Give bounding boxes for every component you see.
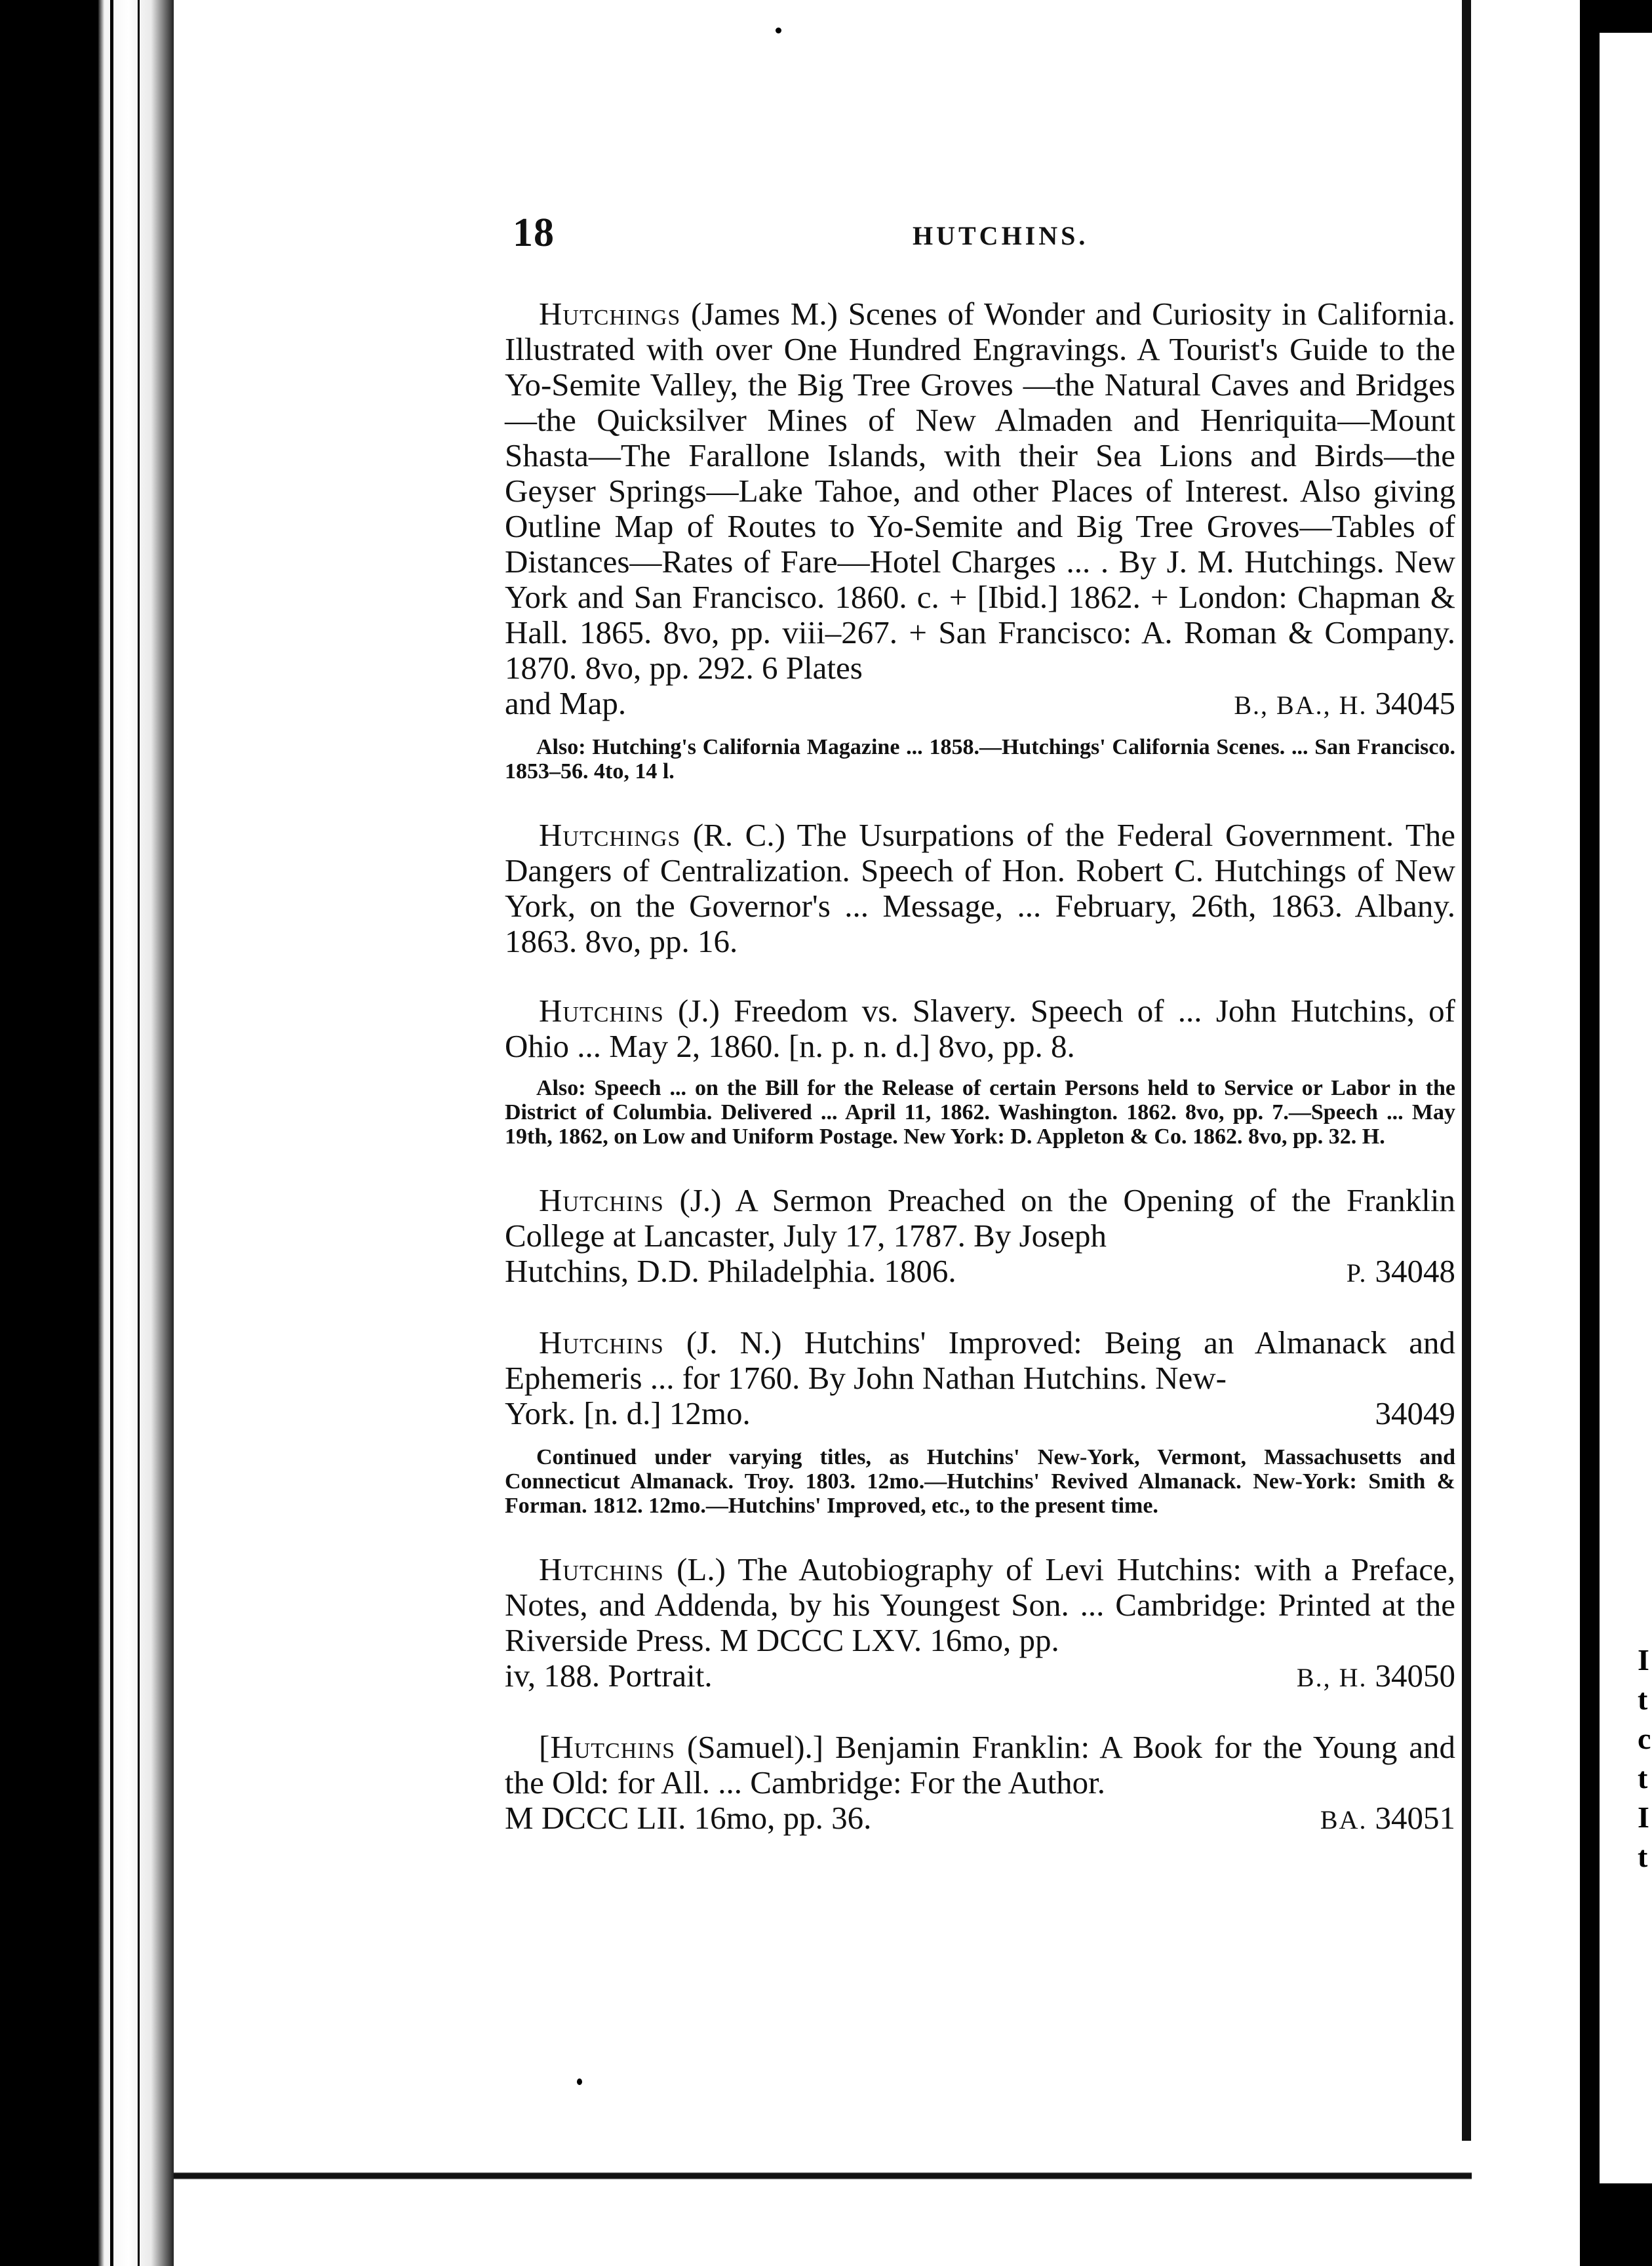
- entry-reference-line: [505, 1800, 1455, 1838]
- gutter-rule: [138, 0, 140, 2266]
- bibliography-entry: [505, 1552, 1455, 1696]
- bibliography-entry: [505, 993, 1455, 1149]
- entry-author: [Hutchins: [539, 1729, 676, 1765]
- facing-page-glyph: t: [1638, 1761, 1648, 1795]
- bibliography-entry: [505, 1730, 1455, 1838]
- entry-body: [505, 296, 1455, 686]
- entry-reference: [1347, 1254, 1455, 1291]
- running-head: HUTCHINS.: [913, 221, 1089, 250]
- entry-author: Hutchins: [539, 1551, 664, 1587]
- entry-tail: and Map.: [505, 685, 627, 721]
- facing-page-glyph: t: [1638, 1682, 1648, 1716]
- book-gutter: [98, 0, 174, 2266]
- entry-reference: [1375, 1396, 1456, 1433]
- bibliography-entry: [505, 818, 1455, 959]
- page-header: [513, 210, 1457, 256]
- sabin-number: 34045: [1375, 685, 1455, 721]
- bibliography-entry: [505, 1325, 1455, 1518]
- entry-description: (L.) The Autobiography of Levi Hutchins: with a Preface, Notes, and Addenda, by his Youngest Son. ... Cambridge: Printed at the Riverside Press. M DCCC LXV. 16mo, pp.: [505, 1551, 1455, 1658]
- entry-body: [505, 1325, 1455, 1396]
- sabin-number: 34048: [1375, 1253, 1455, 1289]
- scan-speck: [577, 2078, 582, 2085]
- entry-note: Also: Hutching's California Magazine ... 1858.—Hutchings' California Scenes. ... San Francisco. 1853–56. 4to, 14 l.: [505, 735, 1455, 784]
- facing-page-edge: [1600, 0, 1652, 2266]
- facing-page-glyph: t: [1638, 1840, 1648, 1873]
- entry-body: [505, 818, 1455, 959]
- entry-author: Hutchings: [539, 296, 681, 332]
- sabin-number: 34050: [1375, 1658, 1455, 1694]
- entry-tail: York. [n. d.] 12mo.: [505, 1395, 751, 1431]
- entry-description: (R. C.) The Usurpations of the Federal Government. The Dangers of Centralization. Speech of Hon. Robert C. Hutchings of New York, on the Governor's ... Message, ... February, 26th, 1863. Albany. 1863. 8vo, pp. 16.: [505, 817, 1455, 959]
- entry-note: Continued under varying titles, as Hutchins' New-York, Vermont, Massachusetts and Connecticut Almanack. Troy. 1803. 12mo.—Hutchins' Revived Almanack. New-York: Smith & Forman. 1812. 12mo.—Hutchins' Improved, etc., to the present time.: [505, 1445, 1455, 1518]
- library-codes: BA.: [1320, 1805, 1367, 1835]
- entry-reference: [1234, 686, 1455, 723]
- entry-author: Hutchins: [539, 1324, 664, 1361]
- entry-body: [505, 1183, 1455, 1254]
- entry-tail: M DCCC LII. 16mo, pp. 36.: [505, 1800, 872, 1836]
- bibliography-entries: [505, 296, 1455, 1872]
- entry-reference-line: [505, 686, 1455, 723]
- facing-page-glyph: I: [1638, 1643, 1649, 1677]
- entry-body: [505, 1730, 1455, 1800]
- entry-description: (Samuel).] Benjamin Franklin: A Book for the Young and the Old: for All. ... Cambridge: For the Author.: [505, 1729, 1455, 1800]
- entry-description: (J.) Freedom vs. Slavery. Speech of ... John Hutchins, of Ohio ... May 2, 1860. [n. p. n. d.] 8vo, pp. 8.: [505, 993, 1455, 1064]
- entry-reference: [1320, 1800, 1455, 1838]
- page-edge-bottom: [174, 2141, 1472, 2266]
- entry-note: Also: Speech ... on the Bill for the Release of certain Persons held to Service or Labor in the District of Columbia. Delivered ... April 11, 1862. Washington. 1862. 8vo, pp. 7.—Speech ... May 19th, 1862, on Low and Uniform Postage. New York: D. Appleton & Co. 1862. 8vo, pp. 32. H.: [505, 1076, 1455, 1149]
- entry-description: (J.) A Sermon Preached on the Opening of the Franklin College at Lancaster, July 17, 1787. By Joseph: [505, 1182, 1455, 1254]
- scan-speck: [89, 1483, 95, 1491]
- sabin-number: 34049: [1375, 1395, 1455, 1431]
- bibliography-entry: [505, 1183, 1455, 1291]
- entry-body: [505, 1552, 1455, 1658]
- entry-tail: iv, 188. Portrait.: [505, 1658, 713, 1694]
- entry-description: (James M.) Scenes of Wonder and Curiosity in California. Illustrated with over One Hundred Engravings. A Tourist's Guide to the Yo-Semite Valley, the Big Tree Groves —the Natural Caves and Bridges—the Quicksilver Mines of New Almaden and Henriquita—Mount Shasta—The Farallone Islands, with their Sea Lions and Birds—the Geyser Springs—Lake Tahoe, and other Places of Interest. Also giving Outline Map of Routes to Yo-Semite and Big Tree Groves—Tables of Distances—Rates of Fare—Hotel Charges ... . By J. M. Hutchings. New York and San Francisco. 1860. c. + [Ibid.] 1862. + London: Chapman & Hall. 1865. 8vo, pp. viii–267. + San Francisco: A. Roman & Company. 1870. 8vo, pp. 292. 6 Plates: [505, 296, 1455, 686]
- entry-reference-line: [505, 1658, 1455, 1696]
- facing-page-glyph: c: [1638, 1722, 1651, 1755]
- entry-reference: [1297, 1658, 1455, 1696]
- page-number: 18: [513, 210, 555, 255]
- entry-tail: Hutchins, D.D. Philadelphia. 1806.: [505, 1253, 956, 1289]
- library-codes: P.: [1346, 1258, 1367, 1288]
- entry-reference-line: [505, 1254, 1455, 1291]
- scan-speck: [776, 28, 781, 33]
- entry-body: [505, 993, 1455, 1064]
- sabin-number: 34051: [1375, 1800, 1455, 1836]
- entry-author: Hutchins: [539, 993, 664, 1029]
- entry-description: (J. N.) Hutchins' Improved: Being an Almanack and Ephemeris ... for 1760. By John Nathan Hutchins. New-: [505, 1324, 1455, 1396]
- library-codes: B., H.: [1296, 1663, 1367, 1692]
- bibliography-entry: [505, 296, 1455, 784]
- entry-reference-line: [505, 1396, 1455, 1433]
- facing-page-glyph: I: [1638, 1800, 1649, 1834]
- entry-author: Hutchings: [539, 817, 681, 853]
- gutter-rule: [110, 0, 113, 2266]
- page-edge-right: [1462, 0, 1471, 2266]
- entry-author: Hutchins: [539, 1182, 664, 1218]
- library-codes: B., BA., H.: [1234, 690, 1367, 720]
